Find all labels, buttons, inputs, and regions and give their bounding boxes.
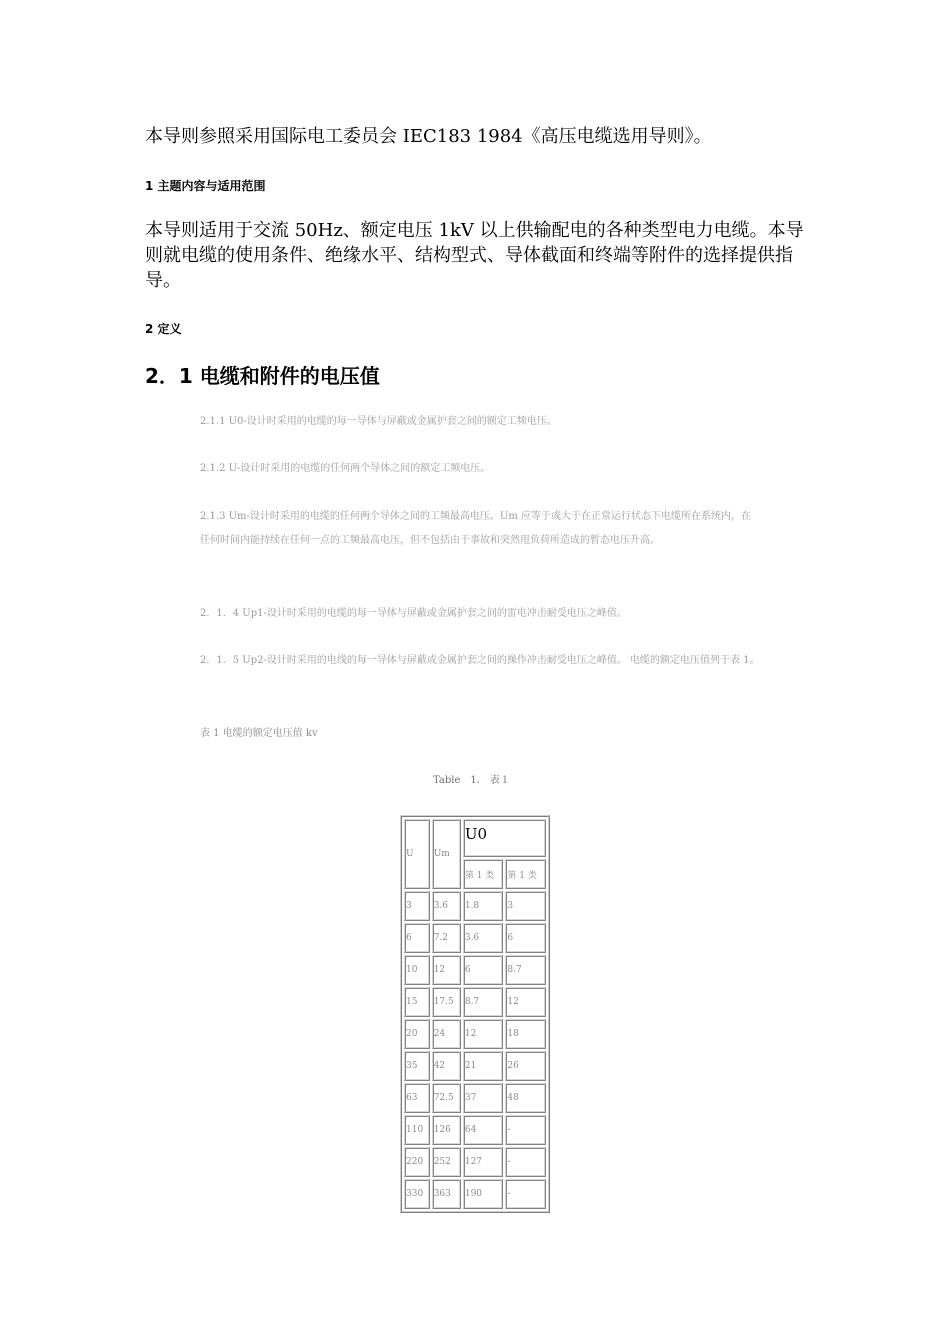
table-row	[404, 1115, 546, 1145]
table-cell: 110	[404, 1115, 430, 1145]
table-cell: 35	[404, 1051, 430, 1081]
table-cell: 26	[505, 1051, 546, 1081]
table-cell: 7.2	[432, 923, 461, 953]
section-2-heading: 2 定义	[145, 322, 182, 336]
table-cell: 363	[432, 1179, 461, 1209]
table-cell: 12	[463, 1019, 504, 1049]
table-cell: 126	[432, 1115, 461, 1145]
definition-2-1-4: 2．1．4 Up1-设计时采用的电缆的每一导体与屏蔽或金属护套之间的雷电冲击耐受电压之峰值。	[200, 608, 627, 619]
subheader-class-a: 第 1 类	[463, 859, 504, 889]
table-cell: 64	[463, 1115, 504, 1145]
table-title: Table 1. 表１	[433, 775, 510, 786]
table-cell: 1.8	[463, 891, 504, 921]
table-row	[404, 1051, 546, 1081]
table-cell: 48	[505, 1083, 546, 1113]
table-cell: 3.6	[463, 923, 504, 953]
table-row	[404, 955, 546, 985]
table-cell: 42	[432, 1051, 461, 1081]
subheader-class-b: 第 1 类	[505, 859, 546, 889]
section-1-body: 本导则适用于交流 50Hz、额定电压 1kV 以上供输配电的各种类型电力电缆。本导则就电缆的使用条件、绝缘水平、结构型式、导体截面和终端等附件的选择提供指导。	[145, 220, 804, 291]
table-cell: 24	[432, 1019, 461, 1049]
table-cell: 12	[432, 955, 461, 985]
table-cell: -	[505, 1147, 546, 1177]
table-row	[404, 987, 546, 1017]
table-cell: 21	[463, 1051, 504, 1081]
table-cell: 10	[404, 955, 430, 985]
table-cell: 12	[505, 987, 546, 1017]
definition-2-1-2: 2.1.2 U-设计时采用的电缆的任何两个导体之间的额定工频电压。	[200, 463, 491, 474]
table-cell: -	[505, 1115, 546, 1145]
header-u: U	[404, 819, 430, 889]
table-cell: 63	[404, 1083, 430, 1113]
table-caption: 表 1 电缆的额定电压值 kv	[200, 728, 318, 739]
header-u0: U0	[463, 819, 546, 857]
table-cell: 6	[463, 955, 504, 985]
definition-2-1-1: 2.1.1 U0-设计时采用的电缆的每一导体与屏蔽或金属护套之间的额定工频电压。	[200, 416, 557, 427]
table-row	[404, 1147, 546, 1177]
table-cell: 6	[505, 923, 546, 953]
table-cell: 20	[404, 1019, 430, 1049]
table-row	[404, 1083, 546, 1113]
table-cell: 127	[463, 1147, 504, 1177]
table-cell: 37	[463, 1083, 504, 1113]
table-header-row	[404, 819, 546, 857]
table-cell: 18	[505, 1019, 546, 1049]
table-cell: 17.5	[432, 987, 461, 1017]
table-cell: 6	[404, 923, 430, 953]
definition-2-1-3: 2.1.3 Um-设计时采用的电缆的任何两个导体之间的工频最高电压。Um 应等于或大于在正常运行状态下电缆所在系统内，在任何时间内能持续在任何一点的工频最高电压，但不包括由于事故和突然甩负荷所造成的暂态电压升高。	[200, 511, 752, 546]
table-cell: 252	[432, 1147, 461, 1177]
table-cell: 8.7	[463, 987, 504, 1017]
section-2-1-heading: 2．1 电缆和附件的电压值	[145, 364, 380, 388]
intro-paragraph: 本导则参照采用国际电工委员会 IEC183 1984《高压电缆选用导则》。	[145, 126, 712, 147]
table-cell: 190	[463, 1179, 504, 1209]
table-cell: 3	[404, 891, 430, 921]
table-cell: 8.7	[505, 955, 546, 985]
table-cell: 15	[404, 987, 430, 1017]
table-cell: -	[505, 1179, 546, 1209]
table-row	[404, 1179, 546, 1209]
table-row	[404, 891, 546, 921]
voltage-table	[400, 815, 550, 1213]
table-cell: 72.5	[432, 1083, 461, 1113]
table-cell: 330	[404, 1179, 430, 1209]
definition-2-1-5: 2．1．5 Up2-设计时采用的电线的每一导体与屏蔽或金属护套之间的操作冲击耐受电压之峰值。 电缆的额定电压值列于表 1。	[200, 655, 760, 666]
table-row	[404, 1019, 546, 1049]
table-cell: 3.6	[432, 891, 461, 921]
table-row	[404, 923, 546, 953]
header-um: Um	[432, 819, 461, 889]
section-1-heading: 1 主题内容与适用范围	[145, 179, 266, 193]
table-cell: 3	[505, 891, 546, 921]
table-cell: 220	[404, 1147, 430, 1177]
